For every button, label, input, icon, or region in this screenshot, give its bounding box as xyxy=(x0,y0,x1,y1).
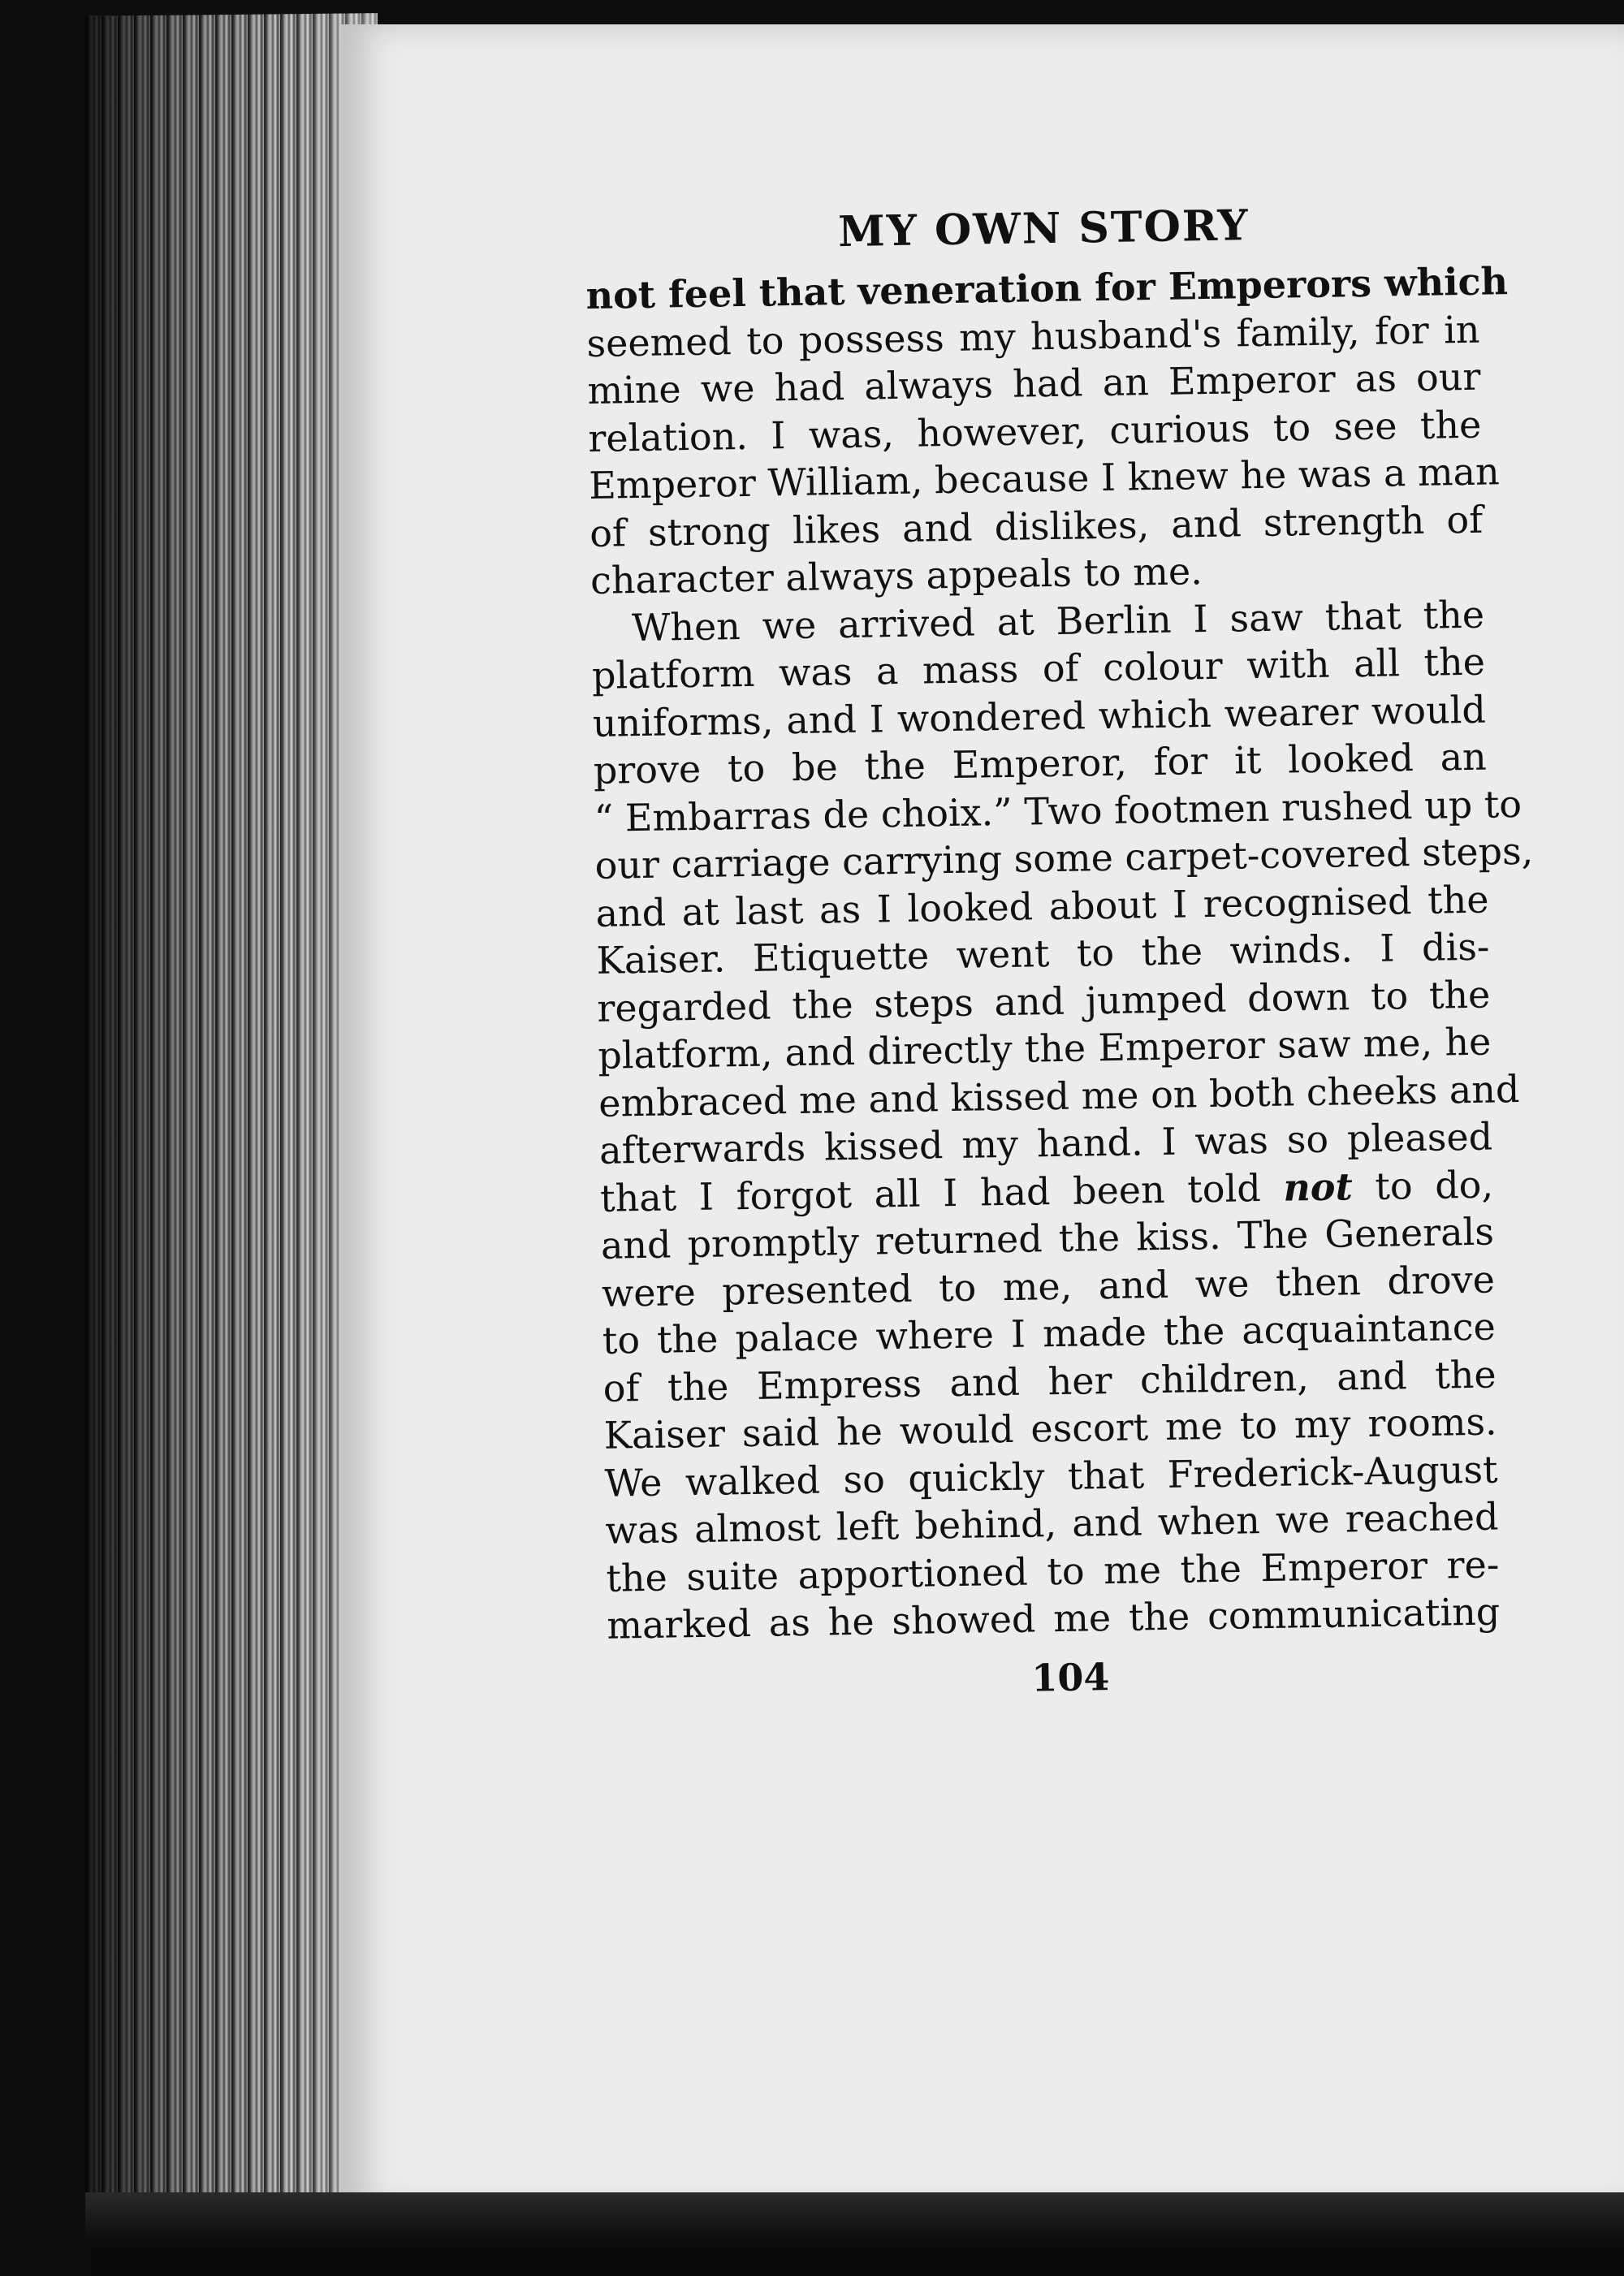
text-line: was almost left behind, and when we reached xyxy=(605,1494,1499,1553)
text-line: prove to be the Emperor, for it looked an xyxy=(593,734,1488,792)
text-line: seemed to possess my husband's family, for in xyxy=(586,307,1480,365)
text-line: platform, and directly the Emperor saw me, he xyxy=(597,1019,1492,1078)
text-line: the suite apportioned to me the Emperor re- xyxy=(606,1542,1500,1600)
text-line: Kaiser said he would escort me to my rooms. xyxy=(603,1399,1497,1458)
text-line: mine we had always had an Emperor as our xyxy=(587,354,1481,412)
text-line: Emperor William, because I knew he was a man xyxy=(588,449,1501,507)
text-line: of strong likes and dislikes, and strength of xyxy=(589,497,1484,555)
text-line: regarded the steps and jumped down to the xyxy=(596,972,1491,1030)
text-line: platform was a mass of colour with all the xyxy=(591,639,1486,697)
text-line: relation. I was, however, curious to see the xyxy=(587,402,1482,460)
text-line: and promptly returned the kiss. The Generals xyxy=(600,1209,1495,1268)
text-line: When we arrived at Berlin I saw that the xyxy=(631,592,1485,650)
body-text xyxy=(585,258,1534,1650)
text-line: character always appeals to me. xyxy=(590,549,1203,602)
bottom-shadow xyxy=(85,2192,1624,2276)
text-line: marked as he showed me the communicating xyxy=(606,1589,1501,1648)
text-line: uniforms, and I wondered which wearer would xyxy=(592,687,1487,745)
page-edges xyxy=(85,13,378,2209)
book-page xyxy=(341,24,1624,2209)
running-head: MY OWN STORY xyxy=(837,201,1250,257)
text-line: and at last as I looked about I recognised the xyxy=(595,877,1489,935)
text-line: not feel that veneration for Emperors which xyxy=(585,259,1509,317)
text-line: our carriage carrying some carpet-covered steps, xyxy=(594,828,1534,888)
page-content xyxy=(585,197,1534,1707)
text-line: of the Empress and her children, and the xyxy=(603,1352,1497,1410)
text-line: that I forgot all I had been told not to do, xyxy=(599,1162,1494,1220)
text-line: afterwards kissed my hand. I was so pleased xyxy=(598,1114,1493,1173)
text-line: Kaiser. Etiquette went to the winds. I dis- xyxy=(596,924,1490,983)
text-line: were presented to me, and we then drove xyxy=(601,1257,1496,1315)
text-line: embraced me and kissed me on both cheeks and xyxy=(598,1066,1520,1125)
text-line: We walked so quickly that Frederick-August xyxy=(604,1447,1498,1505)
page-number: 104 xyxy=(1030,1654,1110,1700)
text-line: to the palace where I made the acquaintance xyxy=(602,1304,1497,1363)
text-line: “ Embarras de choix.” Two footmen rushed up to xyxy=(594,781,1522,840)
emphasis-not: not xyxy=(1282,1164,1354,1210)
